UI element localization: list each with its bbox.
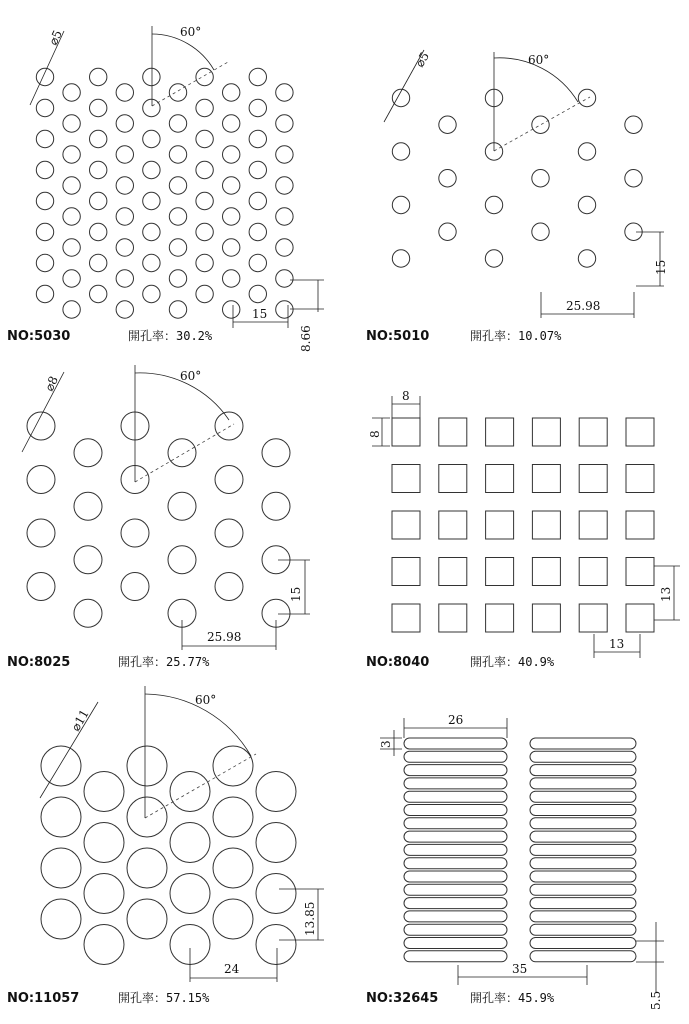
round-hole — [116, 177, 133, 194]
square-hole — [439, 418, 467, 446]
panel-32645 — [366, 713, 664, 1010]
round-hole — [41, 746, 81, 786]
square-hole — [486, 511, 514, 539]
round-hole — [215, 412, 243, 440]
slot-hole — [404, 951, 507, 962]
panel-5030 — [7, 25, 324, 352]
round-hole — [196, 285, 213, 302]
square-hole — [579, 558, 607, 586]
round-hole — [215, 519, 243, 547]
round-hole — [256, 823, 296, 863]
round-hole — [90, 285, 107, 302]
round-hole — [168, 439, 196, 467]
round-hole — [276, 115, 293, 132]
square-hole — [579, 511, 607, 539]
slot-hole — [404, 898, 507, 909]
round-hole — [27, 573, 55, 601]
slot-hole — [530, 778, 636, 789]
slot-hole — [530, 871, 636, 882]
model-number: NO:8040 — [366, 655, 430, 670]
round-hole — [116, 84, 133, 101]
round-hole — [90, 161, 107, 178]
vertical-dimension-label: 15 — [289, 586, 303, 602]
slot-hole — [530, 938, 636, 949]
round-hole — [27, 519, 55, 547]
slot-hole — [404, 844, 507, 855]
round-hole — [196, 99, 213, 116]
square-hole — [392, 511, 420, 539]
round-hole — [196, 223, 213, 240]
round-hole — [74, 546, 102, 574]
model-number: NO:5010 — [366, 329, 430, 344]
horizontal-dimension-label: 24 — [224, 962, 240, 976]
round-hole — [532, 223, 549, 240]
slot-hole — [404, 751, 507, 762]
slot-hole — [530, 818, 636, 829]
slot-hole — [404, 805, 507, 816]
round-hole — [532, 116, 549, 133]
round-hole — [223, 115, 240, 132]
round-hole — [169, 270, 186, 287]
round-hole — [578, 196, 595, 213]
round-hole — [63, 177, 80, 194]
round-hole — [249, 161, 266, 178]
model-number: NO:32645 — [366, 991, 439, 1006]
slot-hole — [404, 871, 507, 882]
width-dimension-label: 8 — [402, 389, 410, 403]
panel-8040 — [366, 389, 680, 670]
hole-pattern-11057 — [41, 746, 296, 965]
model-number: NO:8025 — [7, 655, 71, 670]
round-hole — [276, 208, 293, 225]
round-hole — [41, 848, 81, 888]
diameter-label: ⌀5 — [46, 27, 65, 48]
square-hole — [439, 604, 467, 632]
slot-hole — [530, 831, 636, 842]
round-hole — [74, 439, 102, 467]
length-dimension-label: 26 — [448, 713, 464, 727]
round-hole — [223, 301, 240, 318]
round-hole — [90, 192, 107, 209]
slot-hole — [404, 831, 507, 842]
vertical-dimension-label: 13 — [659, 586, 673, 602]
round-hole — [36, 68, 53, 85]
angle-label: 60° — [180, 25, 202, 39]
model-number: NO:11057 — [7, 991, 80, 1006]
round-hole — [36, 192, 53, 209]
round-hole — [90, 68, 107, 85]
round-hole — [74, 492, 102, 520]
round-hole — [143, 285, 160, 302]
angle-label: 60° — [528, 53, 550, 67]
panel-11057 — [7, 686, 324, 1006]
square-hole — [579, 465, 607, 493]
round-hole — [392, 196, 409, 213]
round-hole — [223, 239, 240, 256]
vertical-dimension-label: 15 — [654, 259, 668, 275]
round-hole — [63, 115, 80, 132]
hole-pattern-5030 — [36, 68, 293, 318]
round-hole — [36, 223, 53, 240]
round-hole — [249, 285, 266, 302]
round-hole — [276, 146, 293, 163]
round-hole — [215, 466, 243, 494]
round-hole — [116, 208, 133, 225]
hole-pattern-8040 — [392, 418, 654, 632]
round-hole — [169, 301, 186, 318]
round-hole — [169, 239, 186, 256]
round-hole — [36, 161, 53, 178]
round-hole — [63, 208, 80, 225]
round-hole — [121, 573, 149, 601]
round-hole — [249, 254, 266, 271]
round-hole — [84, 925, 124, 965]
hole-pattern-5010 — [392, 89, 642, 267]
round-hole — [276, 84, 293, 101]
round-hole — [196, 68, 213, 85]
slot-hole — [530, 951, 636, 962]
round-hole — [41, 797, 81, 837]
round-hole — [170, 874, 210, 914]
round-hole — [169, 208, 186, 225]
round-hole — [127, 899, 167, 939]
slot-hole — [530, 751, 636, 762]
square-hole — [486, 418, 514, 446]
round-hole — [143, 130, 160, 147]
round-hole — [276, 301, 293, 318]
round-hole — [74, 599, 102, 627]
slot-hole — [404, 738, 507, 749]
round-hole — [90, 254, 107, 271]
round-hole — [625, 116, 642, 133]
slot-hole — [404, 765, 507, 776]
slot-hole — [404, 791, 507, 802]
round-hole — [127, 746, 167, 786]
slot-hole — [530, 844, 636, 855]
round-hole — [439, 170, 456, 187]
round-hole — [127, 848, 167, 888]
slot-hole — [404, 911, 507, 922]
round-hole — [223, 270, 240, 287]
square-hole — [392, 418, 420, 446]
square-hole — [392, 558, 420, 586]
round-hole — [532, 170, 549, 187]
square-hole — [486, 558, 514, 586]
round-hole — [256, 772, 296, 812]
slot-hole — [530, 911, 636, 922]
round-hole — [213, 899, 253, 939]
round-hole — [36, 99, 53, 116]
slot-hole — [530, 805, 636, 816]
round-hole — [215, 573, 243, 601]
round-hole — [63, 239, 80, 256]
round-hole — [196, 192, 213, 209]
slot-hole — [530, 884, 636, 895]
slot-hole — [404, 858, 507, 869]
round-hole — [196, 254, 213, 271]
round-hole — [116, 239, 133, 256]
open-area-rate: 開孔率：45.9% — [470, 991, 555, 1005]
round-hole — [36, 130, 53, 147]
angle-dashed-line — [152, 62, 228, 106]
round-hole — [392, 143, 409, 160]
round-hole — [90, 130, 107, 147]
round-hole — [84, 874, 124, 914]
round-hole — [256, 874, 296, 914]
round-hole — [196, 130, 213, 147]
square-hole — [439, 511, 467, 539]
slot-hole — [404, 818, 507, 829]
square-hole — [532, 604, 560, 632]
round-hole — [143, 223, 160, 240]
round-hole — [116, 270, 133, 287]
round-hole — [84, 823, 124, 863]
round-hole — [143, 254, 160, 271]
round-hole — [168, 492, 196, 520]
round-hole — [439, 116, 456, 133]
round-hole — [276, 177, 293, 194]
open-area-rate: 開孔率：25.77% — [118, 655, 210, 669]
round-hole — [143, 68, 160, 85]
slot-hole — [530, 898, 636, 909]
round-hole — [249, 223, 266, 240]
round-hole — [90, 223, 107, 240]
round-hole — [262, 439, 290, 467]
round-hole — [143, 161, 160, 178]
round-hole — [63, 84, 80, 101]
round-hole — [121, 519, 149, 547]
slot-hole — [530, 765, 636, 776]
round-hole — [276, 270, 293, 287]
panel-8025 — [7, 365, 310, 670]
round-hole — [196, 161, 213, 178]
square-hole — [392, 604, 420, 632]
square-hole — [532, 465, 560, 493]
model-number: NO:5030 — [7, 329, 71, 344]
square-hole — [579, 418, 607, 446]
square-hole — [626, 511, 654, 539]
diameter-label: ⌀5 — [412, 49, 433, 70]
square-hole — [439, 558, 467, 586]
round-hole — [213, 797, 253, 837]
vertical-dimension-label: 8.66 — [299, 325, 313, 352]
round-hole — [249, 192, 266, 209]
diameter-label: ⌀8 — [42, 373, 61, 394]
round-hole — [485, 250, 502, 267]
slot-pattern-32645 — [404, 738, 636, 962]
horizontal-dimension-label: 15 — [252, 307, 268, 321]
round-hole — [116, 146, 133, 163]
round-hole — [439, 223, 456, 240]
vertical-dimension-label: 13.85 — [303, 901, 317, 936]
horizontal-dimension-label: 13 — [609, 637, 625, 651]
round-hole — [578, 89, 595, 106]
round-hole — [249, 68, 266, 85]
round-hole — [578, 250, 595, 267]
square-hole — [392, 465, 420, 493]
angle-dashed-line — [135, 424, 234, 482]
round-hole — [143, 192, 160, 209]
horizontal-dimension-label: 35 — [512, 962, 528, 976]
round-hole — [223, 177, 240, 194]
round-hole — [170, 823, 210, 863]
square-hole — [486, 604, 514, 632]
round-hole — [63, 301, 80, 318]
horizontal-dimension-label: 25.98 — [207, 630, 242, 644]
angle-dashed-line — [494, 97, 590, 151]
slot-hole — [404, 938, 507, 949]
square-hole — [532, 511, 560, 539]
round-hole — [249, 99, 266, 116]
slot-hole — [530, 738, 636, 749]
round-hole — [143, 99, 160, 116]
open-area-rate: 開孔率：57.15% — [118, 991, 210, 1005]
round-hole — [63, 270, 80, 287]
round-hole — [169, 84, 186, 101]
open-area-rate: 開孔率：40.9% — [470, 655, 555, 669]
angle-label: 60° — [195, 693, 217, 707]
round-hole — [169, 115, 186, 132]
open-area-rate: 開孔率：30.2% — [128, 329, 213, 343]
square-hole — [439, 465, 467, 493]
round-hole — [213, 848, 253, 888]
round-hole — [262, 492, 290, 520]
round-hole — [169, 146, 186, 163]
round-hole — [485, 196, 502, 213]
width-dimension-label: 3 — [379, 740, 393, 748]
slot-hole — [530, 858, 636, 869]
round-hole — [625, 170, 642, 187]
round-hole — [36, 285, 53, 302]
hole-pattern-8025 — [27, 412, 290, 627]
square-hole — [626, 558, 654, 586]
slot-hole — [404, 778, 507, 789]
square-hole — [486, 465, 514, 493]
round-hole — [256, 925, 296, 965]
slot-hole — [530, 924, 636, 935]
round-hole — [213, 746, 253, 786]
round-hole — [27, 466, 55, 494]
square-hole — [532, 418, 560, 446]
round-hole — [170, 772, 210, 812]
round-hole — [169, 177, 186, 194]
square-hole — [626, 465, 654, 493]
slot-hole — [404, 924, 507, 935]
round-hole — [63, 146, 80, 163]
round-hole — [116, 115, 133, 132]
diameter-label: ⌀11 — [68, 707, 92, 734]
round-hole — [578, 143, 595, 160]
square-hole — [626, 418, 654, 446]
panel-5010 — [366, 50, 668, 344]
vertical-dimension-label: 5.5 — [649, 990, 663, 1010]
round-hole — [276, 239, 293, 256]
angle-label: 60° — [180, 369, 202, 383]
round-hole — [168, 546, 196, 574]
angle-arc — [152, 34, 214, 70]
square-hole — [626, 604, 654, 632]
round-hole — [392, 250, 409, 267]
open-area-rate: 開孔率：10.07% — [470, 329, 562, 343]
round-hole — [84, 772, 124, 812]
round-hole — [223, 146, 240, 163]
slot-hole — [404, 884, 507, 895]
round-hole — [41, 899, 81, 939]
slot-hole — [530, 791, 636, 802]
round-hole — [249, 130, 266, 147]
square-hole — [579, 604, 607, 632]
round-hole — [116, 301, 133, 318]
round-hole — [90, 99, 107, 116]
round-hole — [223, 84, 240, 101]
horizontal-dimension-label: 25.98 — [566, 299, 601, 313]
round-hole — [223, 208, 240, 225]
square-hole — [532, 558, 560, 586]
height-dimension-label: 8 — [368, 430, 382, 438]
round-hole — [36, 254, 53, 271]
